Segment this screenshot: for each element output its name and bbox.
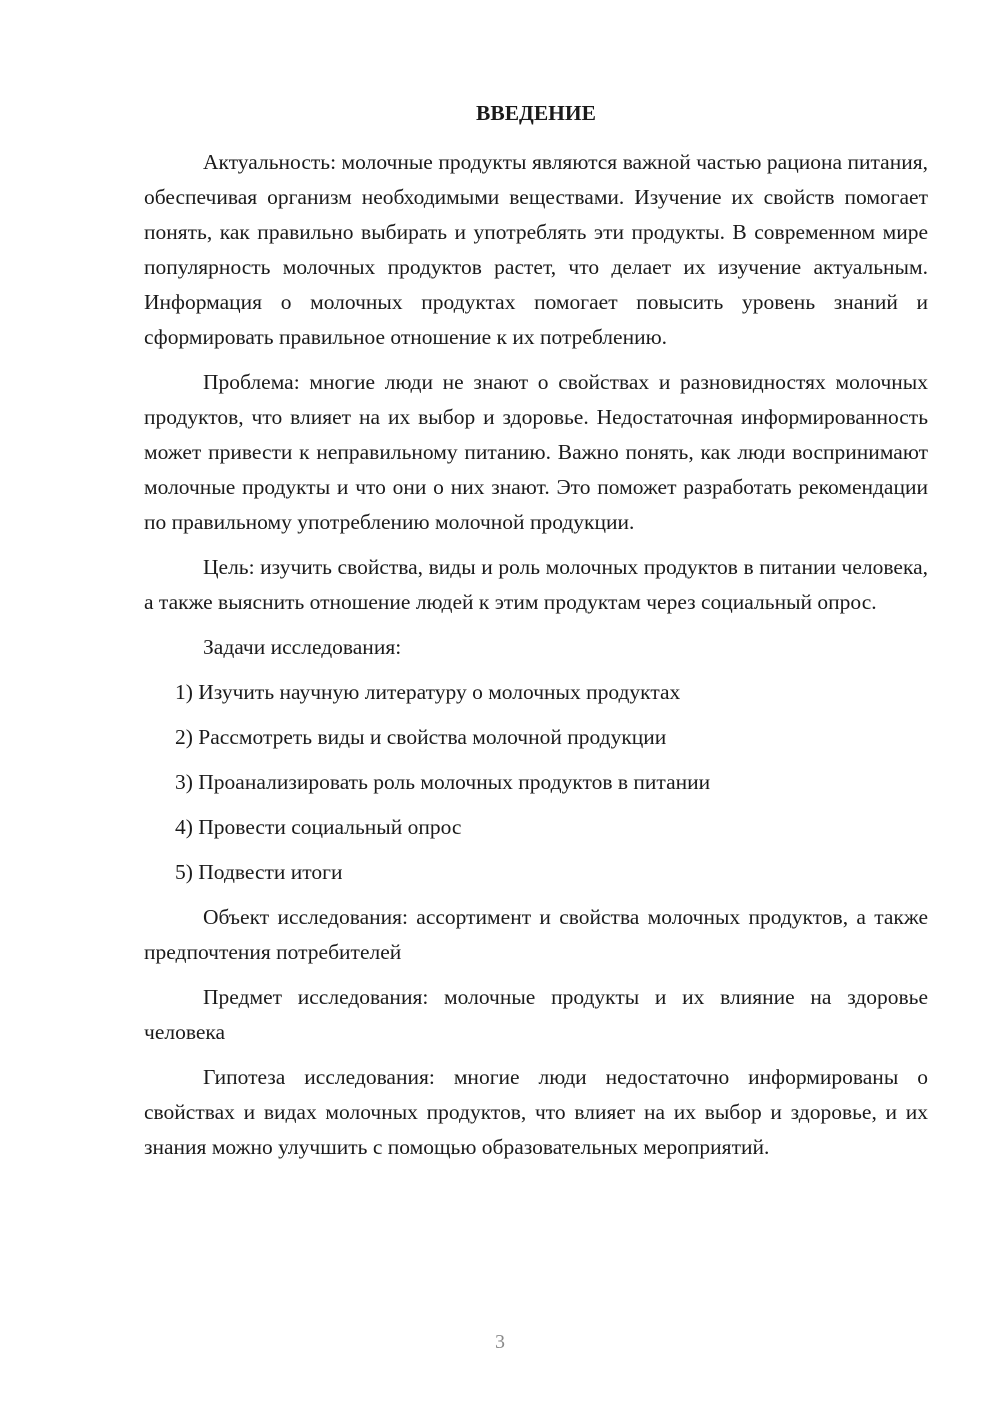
paragraph-hypothesis: Гипотеза исследования: многие люди недостаточно информированы о свойствах и видах молочных продуктов, что влияет на их выбор и здоровье, и их знания можно улучшить с помощью образовательных мероприятий.: [144, 1065, 928, 1159]
task-item: 5) Подвести итоги: [175, 860, 343, 884]
paragraph-object: Объект исследования: ассортимент и свойства молочных продуктов, а также предпочтения потребителей: [144, 905, 928, 964]
paragraph-subject: Предмет исследования: молочные продукты и их влияние на здоровье человека: [144, 985, 928, 1044]
page-number: 3: [495, 1331, 505, 1353]
paragraph-relevance: Актуальность: молочные продукты являются важной частью рациона питания, обеспечивая организм необходимыми веществами. Изучение их свойств помогает понять, как правильно выбирать и употреблять эти продукты. В современном мире популярность молочных продуктов растет, что делает их изучение актуальным. Информация о молочных продуктах помогает повысить уровень знаний и сформировать правильное отношение к их потреблению.: [144, 150, 928, 349]
paragraph-problem: Проблема: многие люди не знают о свойствах и разновидностях молочных продуктов, что влияет на их выбор и здоровье. Недостаточная информированность может привести к неправильному питанию. Важно понять, как люди воспринимают молочные продукты и что они о них знают. Это поможет разработать рекомендации по правильному употреблению молочной продукции.: [144, 370, 928, 534]
task-item: 4) Провести социальный опрос: [175, 815, 462, 839]
task-item: 3) Проанализировать роль молочных продуктов в питании: [175, 770, 711, 794]
section-heading: ВВЕДЕНИЕ: [476, 101, 596, 125]
paragraph-goal: Цель: изучить свойства, виды и роль молочных продуктов в питании человека, а также выяснить отношение людей к этим продуктам через социальный опрос.: [144, 555, 928, 614]
task-list: [144, 675, 928, 890]
task-item: 2) Рассмотреть виды и свойства молочной продукции: [175, 725, 667, 749]
task-item: 1) Изучить научную литературу о молочных продуктах: [175, 680, 681, 704]
tasks-label: Задачи исследования:: [203, 635, 402, 659]
document-body: [144, 96, 928, 1175]
